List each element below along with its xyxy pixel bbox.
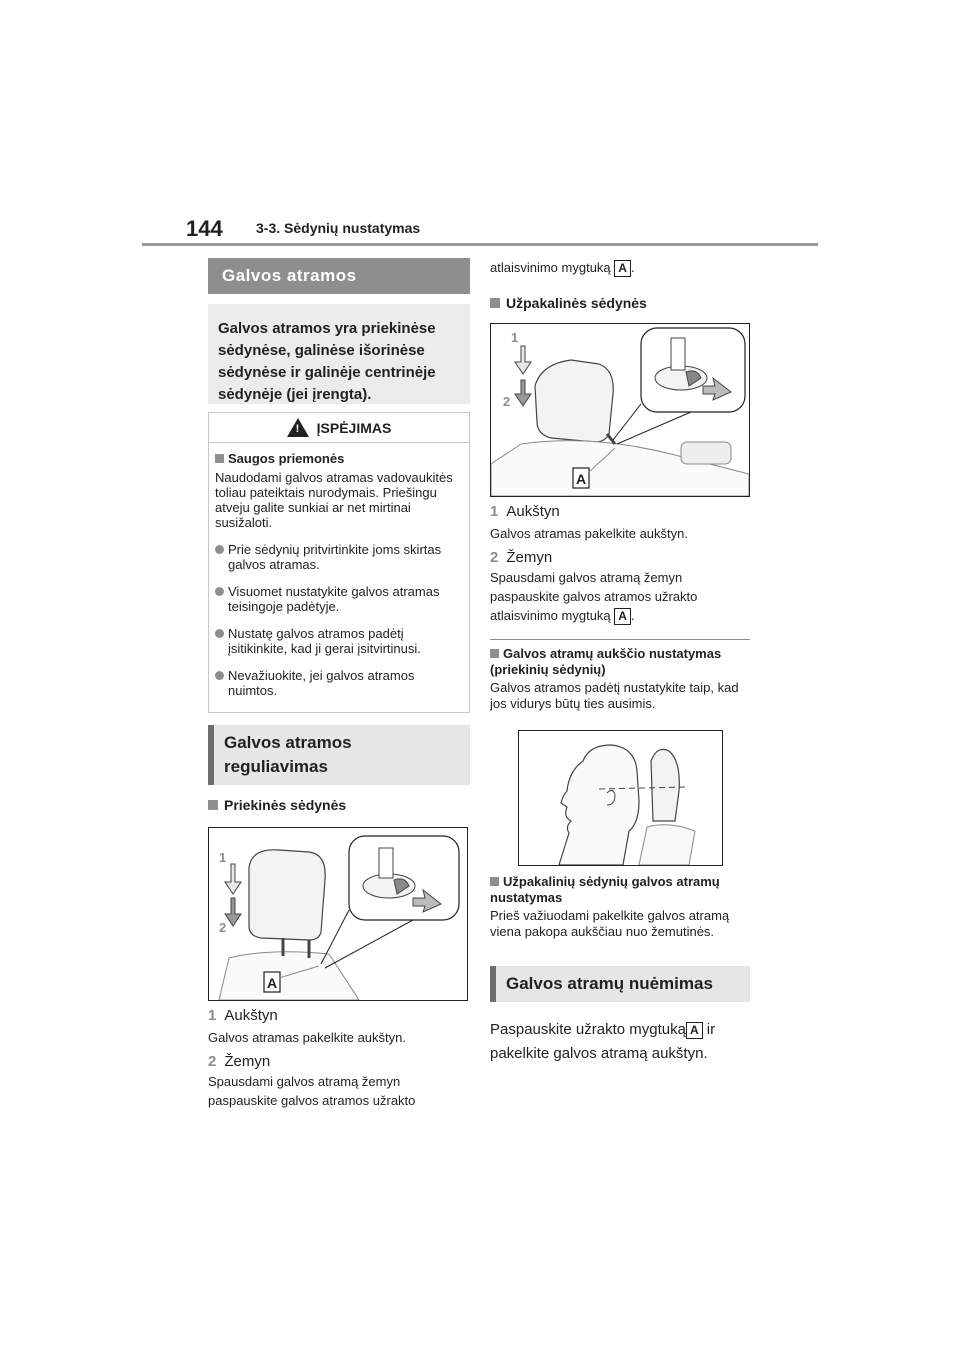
figure-label-1: 1 [219,850,227,865]
divider [490,639,750,640]
warning-bullet: Prie sėdynių pritvirtinkite joms skirtas galvos atramas. [215,542,463,572]
square-bullet-icon [490,649,499,658]
square-bullet-icon [215,454,224,463]
key-a-badge: A [614,608,631,625]
warning-text: Naudodami galvos atramas vadovaukitės toliau pateiktais nurodymais. Priešingu atveju galite sunkiai ar net mirtinai susižaloti. [215,470,453,530]
figure-label-2: 2 [219,920,227,935]
front-step-2: 2 Žemyn [208,1053,271,1070]
warning-bullet: Visuomet nustatykite galvos atramas teisingoje padėtyje. [215,584,463,614]
removal-heading: Galvos atramų nuėmimas [490,966,750,1002]
page-number: 144 [186,216,223,241]
continue-text: atlaisvinimo mygtuką A . [490,260,635,275]
rear-step-2-text-1: Spausdami galvos atramą žemyn [490,570,683,585]
rear-step-2-text-2: paspauskite galvos atramos užrakto [490,589,698,604]
section-title: 3-3. Sėdynių nustatymas [256,220,421,236]
adjust-heading: Galvos atramos reguliavimas [208,725,470,785]
square-bullet-icon [490,298,500,308]
warning-title [209,413,469,443]
key-a-badge: A [686,1022,703,1039]
bullet-dot-icon [215,671,224,680]
rear-step-2: 2 Žemyn [490,549,553,566]
bullet-dot-icon [215,587,224,596]
bullet-dot-icon [215,545,224,554]
figure-label-1: 1 [511,330,519,345]
front-seats-heading: Priekinės sėdynės [208,797,470,813]
warning-subtitle: Saugos priemonės [215,451,463,466]
warning-body [209,443,469,720]
rear-step-1-text: Galvos atramas pakelkite aukštyn. [490,526,688,541]
removal-text: Paspauskite užrakto mygtuką A ir pakelkite galvos atramą aukštyn. [490,1021,716,1062]
rear-adjust-heading: Užpakalinių sėdynių galvos atramų nustatymas [490,874,720,905]
bullet-dot-icon [215,629,224,638]
warning-icon: ! [287,418,309,437]
height-text: Galvos atramos padėtį nustatykite taip, kad jos vidurys būtų ties ausimis. [490,680,739,711]
warning-bullet: Nustatę galvos atramos padėtį įsitikinkite, kad ji gerai įsitvirtinusi. [215,626,463,656]
right-column [490,258,750,1066]
section-heading: Galvos atramos [208,258,470,294]
rear-step-2-text-3: atlaisvinimo mygtuką A . [490,608,635,623]
height-heading: Galvos atramų aukščio nustatymas (priekinių sėdynių) [490,646,722,677]
front-step-2-text-2: paspauskite galvos atramos užrakto [208,1093,416,1108]
square-bullet-icon [490,877,499,886]
figure-label-a: A [267,975,278,991]
head-position-figure [518,730,723,866]
header-rule [142,243,818,246]
front-headrest-figure [208,827,468,1001]
front-headrest-illustration [209,828,467,1000]
square-bullet-icon [208,800,218,810]
front-step-1: 1 Aukštyn [208,1007,278,1024]
figure-label-2: 2 [503,394,511,409]
warning-title-text: ĮSPĖJIMAS [316,419,392,436]
head-position-illustration [519,731,722,865]
rear-adjust-text: Prieš važiuodami pakelkite galvos atramą viena pakopa aukščiau nuo žemutinės. [490,908,730,939]
warning-bullet: Nevažiuokite, jei galvos atramos nuimtos. [215,668,463,698]
figure-label-a: A [576,471,587,487]
rear-step-1: 1 Aukštyn [490,503,560,520]
rear-headrest-figure [490,323,750,497]
front-step-2-text-1: Spausdami galvos atramą žemyn [208,1074,401,1089]
rear-seats-heading: Užpakalinės sėdynės [490,295,750,311]
front-step-1-text: Galvos atramas pakelkite aukštyn. [208,1030,406,1045]
left-column [208,258,470,1110]
key-a-badge: A [614,260,631,277]
warning-box [208,412,470,713]
rear-headrest-illustration [491,324,749,496]
intro-box: Galvos atramos yra priekinėse sėdynėse, galinėse išorinėse sėdynėse ir galinėje centrinėje sėdynėje (jei įrengta). [208,304,470,404]
